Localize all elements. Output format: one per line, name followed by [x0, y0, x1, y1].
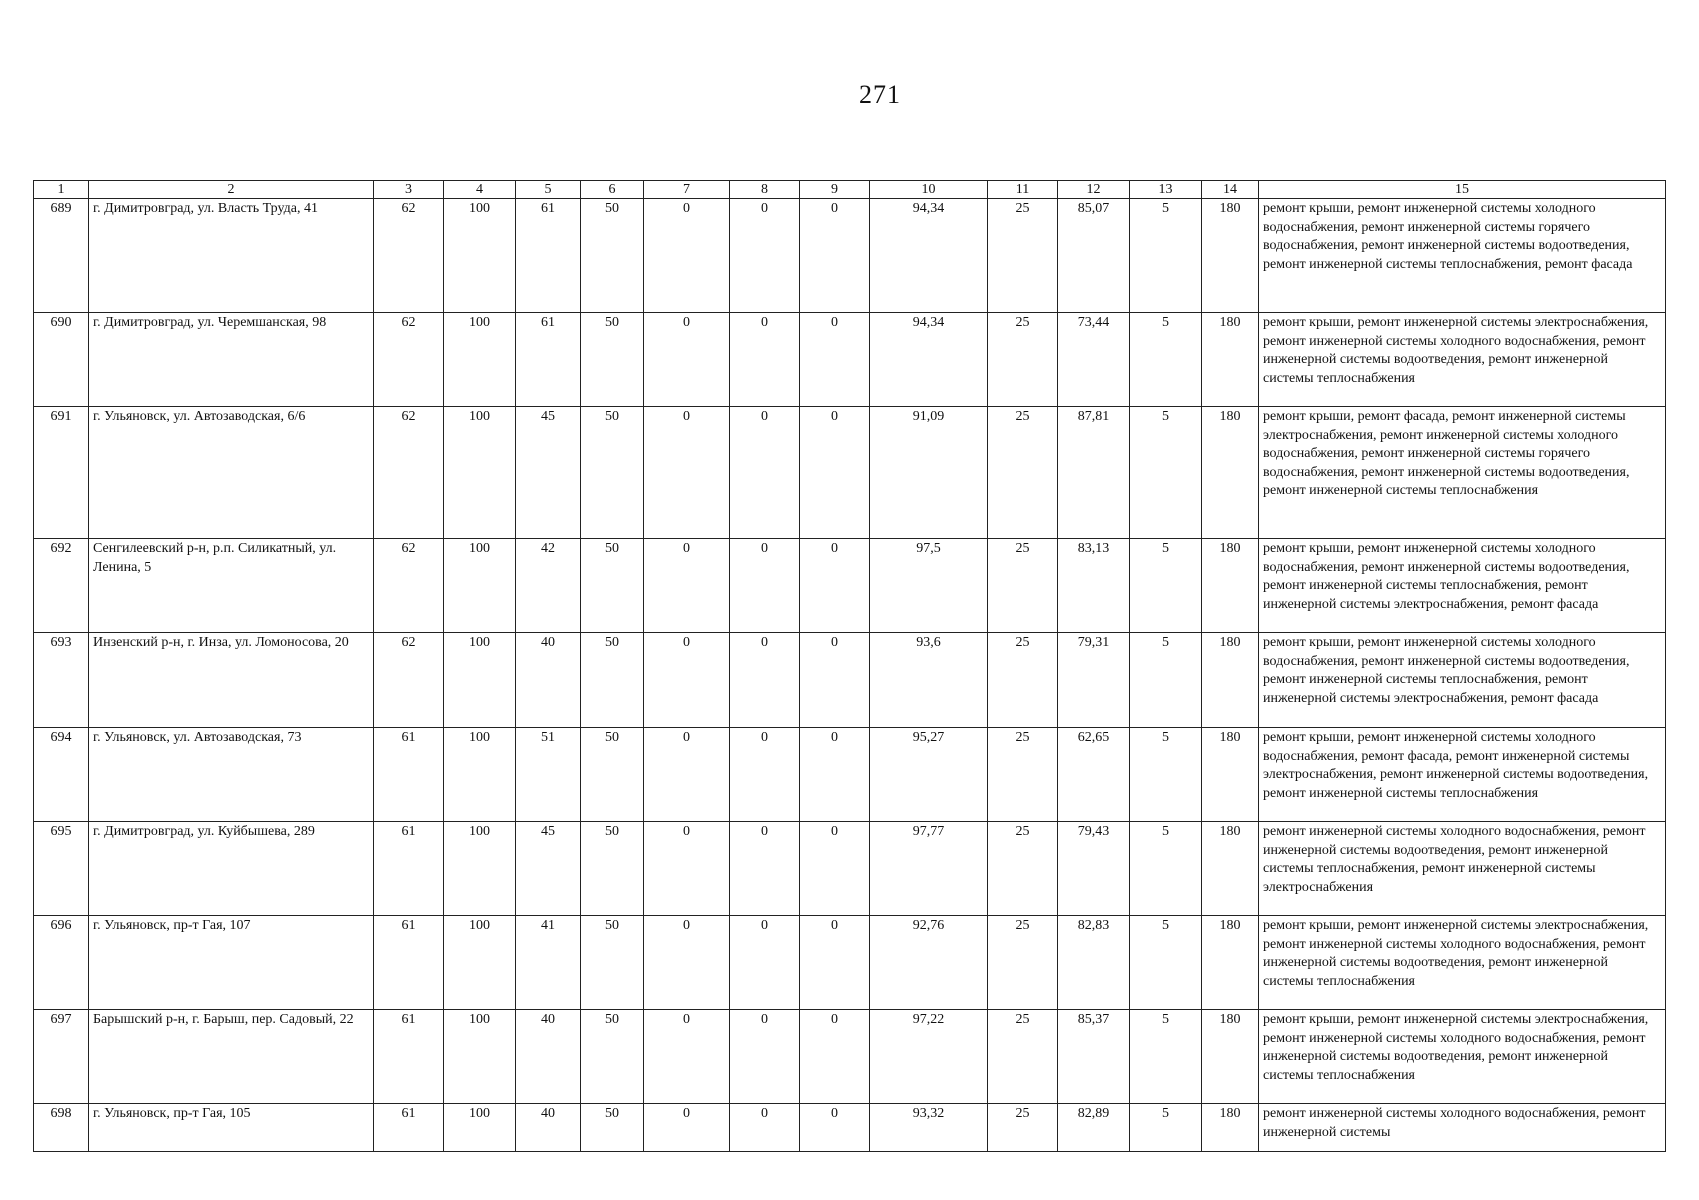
column-header: 14: [1202, 181, 1259, 199]
value-cell: 0: [730, 916, 800, 1010]
works-cell: ремонт крыши, ремонт инженерной системы электроснабжения, ремонт инженерной системы холодного водоснабжения, ремонт инженерной системы водоотведения, ремонт инженерной системы теплоснабжения: [1259, 1010, 1666, 1104]
table-row: [34, 1010, 1666, 1104]
value-cell: 61: [516, 313, 581, 407]
value-cell: 5: [1130, 633, 1202, 728]
value-cell: 50: [581, 916, 644, 1010]
row-number: 694: [34, 728, 89, 822]
address-cell: г. Димитровград, ул. Черемшанская, 98: [89, 313, 374, 407]
page-number: 271: [859, 80, 901, 109]
value-cell: 91,09: [870, 407, 988, 539]
value-cell: 25: [988, 199, 1058, 313]
value-cell: 25: [988, 916, 1058, 1010]
value-cell: 180: [1202, 633, 1259, 728]
works-cell: ремонт крыши, ремонт фасада, ремонт инженерной системы электроснабжения, ремонт инженерной системы холодного водоснабжения, ремонт инженерной системы горячего водоснабжения, ремонт инженерной системы водоотведения, ремонт инженерной системы теплоснабжения: [1259, 407, 1666, 539]
value-cell: 62: [374, 407, 444, 539]
works-cell: ремонт крыши, ремонт инженерной системы холодного водоснабжения, ремонт фасада, ремонт инженерной системы электроснабжения, ремонт инженерной системы водоотведения, ремонт инженерной системы теплоснабжения: [1259, 728, 1666, 822]
value-cell: 25: [988, 822, 1058, 916]
value-cell: 83,13: [1058, 539, 1130, 633]
value-cell: 180: [1202, 1104, 1259, 1152]
row-number: 698: [34, 1104, 89, 1152]
value-cell: 95,27: [870, 728, 988, 822]
value-cell: 79,43: [1058, 822, 1130, 916]
value-cell: 93,6: [870, 633, 988, 728]
value-cell: 180: [1202, 728, 1259, 822]
value-cell: 0: [644, 539, 730, 633]
column-header: 2: [89, 181, 374, 199]
table-row: [34, 313, 1666, 407]
value-cell: 45: [516, 407, 581, 539]
value-cell: 0: [730, 633, 800, 728]
column-header: 6: [581, 181, 644, 199]
value-cell: 50: [581, 822, 644, 916]
value-cell: 25: [988, 313, 1058, 407]
column-header: 7: [644, 181, 730, 199]
table-row: [34, 199, 1666, 313]
column-header: 5: [516, 181, 581, 199]
table-row: [34, 539, 1666, 633]
value-cell: 0: [800, 539, 870, 633]
address-cell: г. Димитровград, ул. Куйбышева, 289: [89, 822, 374, 916]
value-cell: 100: [444, 916, 516, 1010]
value-cell: 61: [374, 1104, 444, 1152]
value-cell: 0: [644, 199, 730, 313]
table-row: [34, 822, 1666, 916]
value-cell: 100: [444, 822, 516, 916]
value-cell: 40: [516, 633, 581, 728]
value-cell: 82,83: [1058, 916, 1130, 1010]
column-header: 1: [34, 181, 89, 199]
row-number: 695: [34, 822, 89, 916]
value-cell: 61: [374, 916, 444, 1010]
column-header: 10: [870, 181, 988, 199]
table-row: [34, 633, 1666, 728]
value-cell: 0: [730, 728, 800, 822]
value-cell: 180: [1202, 407, 1259, 539]
column-header: 13: [1130, 181, 1202, 199]
value-cell: 0: [800, 199, 870, 313]
column-header: 15: [1259, 181, 1666, 199]
value-cell: 61: [516, 199, 581, 313]
value-cell: 5: [1130, 822, 1202, 916]
value-cell: 0: [800, 728, 870, 822]
row-number: 691: [34, 407, 89, 539]
value-cell: 0: [800, 822, 870, 916]
row-number: 697: [34, 1010, 89, 1104]
value-cell: 50: [581, 1104, 644, 1152]
value-cell: 50: [581, 633, 644, 728]
value-cell: 97,77: [870, 822, 988, 916]
value-cell: 82,89: [1058, 1104, 1130, 1152]
value-cell: 73,44: [1058, 313, 1130, 407]
value-cell: 50: [581, 728, 644, 822]
value-cell: 94,34: [870, 199, 988, 313]
value-cell: 180: [1202, 916, 1259, 1010]
value-cell: 87,81: [1058, 407, 1130, 539]
value-cell: 100: [444, 199, 516, 313]
value-cell: 100: [444, 1104, 516, 1152]
value-cell: 50: [581, 407, 644, 539]
value-cell: 180: [1202, 539, 1259, 633]
row-number: 690: [34, 313, 89, 407]
address-cell: г. Ульяновск, пр-т Гая, 105: [89, 1104, 374, 1152]
value-cell: 50: [581, 1010, 644, 1104]
address-cell: г. Димитровград, ул. Власть Труда, 41: [89, 199, 374, 313]
value-cell: 0: [730, 539, 800, 633]
column-header: 4: [444, 181, 516, 199]
column-header: 12: [1058, 181, 1130, 199]
table-row: [34, 407, 1666, 539]
row-number: 692: [34, 539, 89, 633]
value-cell: 93,32: [870, 1104, 988, 1152]
value-cell: 0: [800, 1010, 870, 1104]
value-cell: 5: [1130, 407, 1202, 539]
value-cell: 61: [374, 728, 444, 822]
address-cell: г. Ульяновск, пр-т Гая, 107: [89, 916, 374, 1010]
value-cell: 0: [730, 822, 800, 916]
value-cell: 79,31: [1058, 633, 1130, 728]
value-cell: 5: [1130, 199, 1202, 313]
address-cell: Инзенский р-н, г. Инза, ул. Ломоносова, 20: [89, 633, 374, 728]
value-cell: 62: [374, 199, 444, 313]
value-cell: 0: [800, 916, 870, 1010]
value-cell: 50: [581, 313, 644, 407]
value-cell: 62: [374, 633, 444, 728]
works-cell: ремонт инженерной системы холодного водоснабжения, ремонт инженерной системы водоотведения, ремонт инженерной системы теплоснабжения, ремонт инженерной системы электроснабжения: [1259, 822, 1666, 916]
value-cell: 40: [516, 1104, 581, 1152]
value-cell: 0: [730, 407, 800, 539]
works-cell: ремонт крыши, ремонт инженерной системы электроснабжения, ремонт инженерной системы холодного водоснабжения, ремонт инженерной системы водоотведения, ремонт инженерной системы теплоснабжения: [1259, 313, 1666, 407]
value-cell: 40: [516, 1010, 581, 1104]
value-cell: 94,34: [870, 313, 988, 407]
value-cell: 25: [988, 407, 1058, 539]
value-cell: 100: [444, 539, 516, 633]
value-cell: 50: [581, 539, 644, 633]
value-cell: 100: [444, 633, 516, 728]
column-header: 3: [374, 181, 444, 199]
value-cell: 0: [800, 407, 870, 539]
value-cell: 0: [800, 313, 870, 407]
works-cell: ремонт инженерной системы холодного водоснабжения, ремонт инженерной системы: [1259, 1104, 1666, 1152]
value-cell: 62: [374, 539, 444, 633]
row-number: 689: [34, 199, 89, 313]
value-cell: 100: [444, 313, 516, 407]
row-number: 696: [34, 916, 89, 1010]
value-cell: 0: [644, 822, 730, 916]
value-cell: 0: [644, 728, 730, 822]
value-cell: 180: [1202, 1010, 1259, 1104]
value-cell: 25: [988, 539, 1058, 633]
value-cell: 97,5: [870, 539, 988, 633]
column-header: 9: [800, 181, 870, 199]
value-cell: 61: [374, 1010, 444, 1104]
value-cell: 50: [581, 199, 644, 313]
value-cell: 0: [800, 1104, 870, 1152]
address-cell: г. Ульяновск, ул. Автозаводская, 73: [89, 728, 374, 822]
value-cell: 25: [988, 633, 1058, 728]
value-cell: 100: [444, 728, 516, 822]
value-cell: 100: [444, 407, 516, 539]
value-cell: 25: [988, 1104, 1058, 1152]
works-cell: ремонт крыши, ремонт инженерной системы холодного водоснабжения, ремонт инженерной системы водоотведения, ремонт инженерной системы теплоснабжения, ремонт инженерной системы электроснабжения, ремонт фасада: [1259, 539, 1666, 633]
table-row: [34, 1104, 1666, 1152]
column-header: 11: [988, 181, 1058, 199]
value-cell: 180: [1202, 199, 1259, 313]
works-cell: ремонт крыши, ремонт инженерной системы электроснабжения, ремонт инженерной системы холодного водоснабжения, ремонт инженерной системы водоотведения, ремонт инженерной системы теплоснабжения: [1259, 916, 1666, 1010]
value-cell: 0: [644, 916, 730, 1010]
value-cell: 5: [1130, 539, 1202, 633]
value-cell: 25: [988, 728, 1058, 822]
value-cell: 41: [516, 916, 581, 1010]
value-cell: 92,76: [870, 916, 988, 1010]
value-cell: 0: [644, 1010, 730, 1104]
table-row: [34, 916, 1666, 1010]
column-header: 8: [730, 181, 800, 199]
value-cell: 0: [644, 1104, 730, 1152]
works-cell: ремонт крыши, ремонт инженерной системы холодного водоснабжения, ремонт инженерной системы горячего водоснабжения, ремонт инженерной системы водоотведения, ремонт инженерной системы теплоснабжения, ремонт фасада: [1259, 199, 1666, 313]
value-cell: 25: [988, 1010, 1058, 1104]
value-cell: 51: [516, 728, 581, 822]
value-cell: 180: [1202, 313, 1259, 407]
value-cell: 100: [444, 1010, 516, 1104]
value-cell: 0: [800, 633, 870, 728]
value-cell: 97,22: [870, 1010, 988, 1104]
address-cell: г. Ульяновск, ул. Автозаводская, 6/6: [89, 407, 374, 539]
value-cell: 85,37: [1058, 1010, 1130, 1104]
table-row: [34, 728, 1666, 822]
value-cell: 0: [730, 313, 800, 407]
address-cell: Сенгилеевский р-н, р.п. Силикатный, ул. Ленина, 5: [89, 539, 374, 633]
value-cell: 5: [1130, 1104, 1202, 1152]
value-cell: 0: [730, 1104, 800, 1152]
value-cell: 5: [1130, 1010, 1202, 1104]
value-cell: 62,65: [1058, 728, 1130, 822]
value-cell: 85,07: [1058, 199, 1130, 313]
row-number: 693: [34, 633, 89, 728]
value-cell: 0: [730, 1010, 800, 1104]
value-cell: 42: [516, 539, 581, 633]
works-cell: ремонт крыши, ремонт инженерной системы холодного водоснабжения, ремонт инженерной системы водоотведения, ремонт инженерной системы теплоснабжения, ремонт инженерной системы электроснабжения, ремонт фасада: [1259, 633, 1666, 728]
value-cell: 45: [516, 822, 581, 916]
value-cell: 62: [374, 313, 444, 407]
value-cell: 5: [1130, 313, 1202, 407]
value-cell: 5: [1130, 728, 1202, 822]
value-cell: 61: [374, 822, 444, 916]
value-cell: 5: [1130, 916, 1202, 1010]
repair-register-table: [33, 180, 1666, 1152]
address-cell: Барышский р-н, г. Барыш, пер. Садовый, 22: [89, 1010, 374, 1104]
value-cell: 0: [644, 633, 730, 728]
value-cell: 180: [1202, 822, 1259, 916]
column-number-row: [34, 181, 1666, 199]
value-cell: 0: [644, 407, 730, 539]
value-cell: 0: [644, 313, 730, 407]
value-cell: 0: [730, 199, 800, 313]
